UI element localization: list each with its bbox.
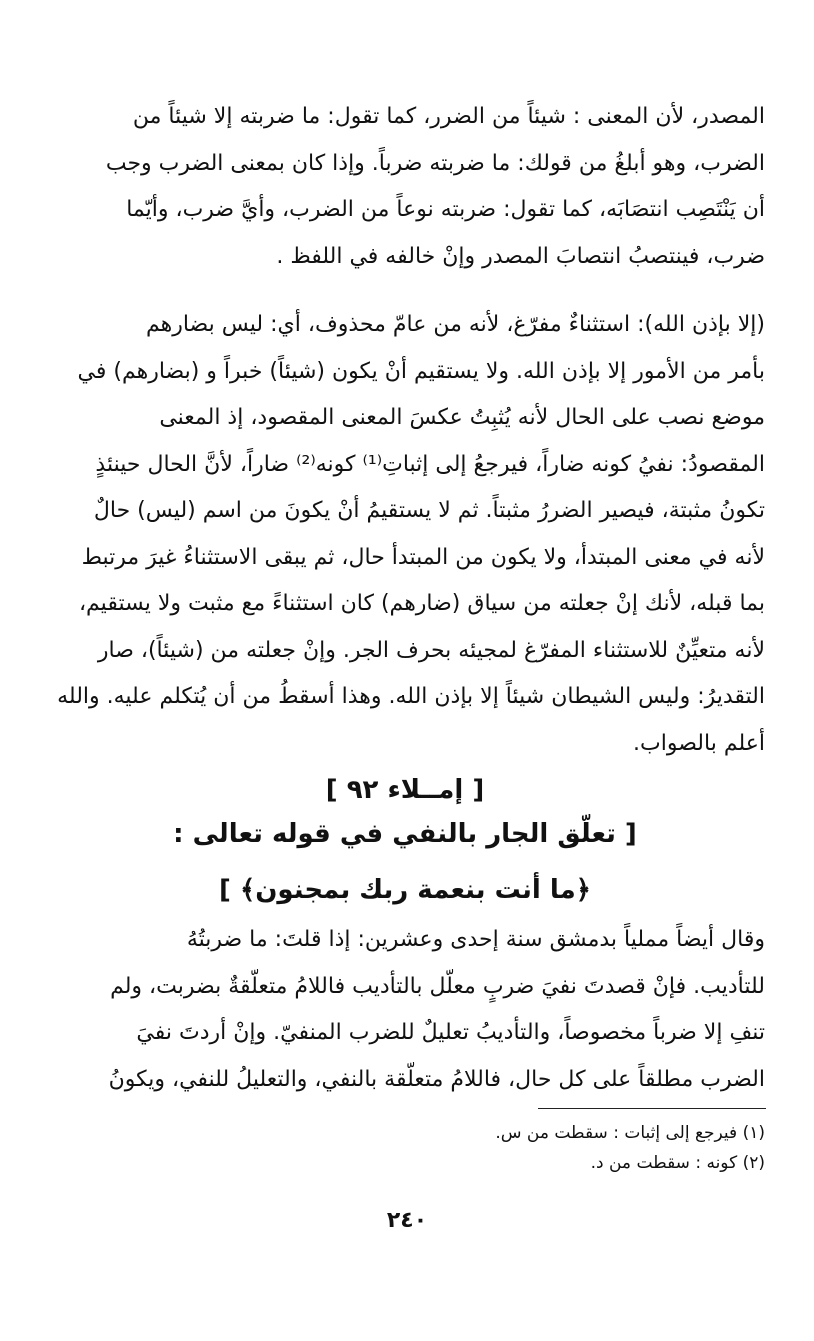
page-number: ٢٤٠ (386, 1208, 428, 1233)
topic-heading: [ تعلّق الجار بالنفي في قوله تعالى : (173, 819, 637, 849)
text-line: ضرب، فينتصبُ انتصابَ المصدر وإنْ خالفه في اللفظ . (276, 243, 765, 269)
text-line: للتأديب. فإنْ قصدتَ نفيَ ضربٍ معلّل بالتأديب فاللامُ متعلّقةٌ بضربت، ولم (110, 973, 765, 999)
paragraph-3 (45, 917, 765, 1103)
text-line: أعلم بالصواب. (633, 730, 765, 756)
text-line: لأنه في معنى المبتدأ، ولا يكون من المبتدأ حال، ثم يبقى الاستثناءُ غيرَ مرتبط (81, 544, 765, 570)
text-line: بأمر من الأمور إلا بإذن الله. ولا يستقيم أنْ يكون (شيئاً) خبراً و (بضارهم) في (77, 358, 765, 384)
text-line: الضرب، وهو أبلغُ من قولك: ما ضربته ضرباً. وإذا كان بمعنى الضرب وجب (105, 150, 765, 176)
text-line: تكونُ مثبتة، فيصير الضررُ مثبتاً. ثم لا يستقيمُ أنْ يكونَ من اسم (ليس) حالٌ (93, 498, 765, 523)
verse-heading: ﴿ما أنت بنعمة ربك بمجنون﴾ ] (219, 875, 591, 905)
text-line: المصدر، لأن المعنى : شيئاً من الضرر، كما تقول: ما ضربته إلا شيئاً من (132, 104, 765, 129)
text-line: المقصودُ: نفيُ كونه ضاراً، فيرجعُ إلى إثباتِ⁽¹⁾ كونه⁽²⁾ ضاراً، لأنَّ الحال حينئذٍ (95, 451, 765, 477)
text-line: الضرب مطلقاً على كل حال، فاللامُ متعلّقة بالنفي، والتعليلُ للنفي، ويكونُ (108, 1066, 765, 1092)
footnotes (45, 1118, 765, 1178)
text-line: بما قبله، لأنك إنْ جعلته من سياق (ضارهم) كان استثناءً مع مثبت ولا يستقيم، (78, 591, 765, 616)
footnote-2: (٢) كونه : سقطت من د. (590, 1153, 765, 1173)
paragraph-1 (45, 94, 765, 280)
text-line: وقال أيضاً مملياً بدمشق سنة إحدى وعشرين: إذا قلتَ: ما ضربتُهُ (186, 927, 765, 952)
text-line: التقديرُ: وليس الشيطان شيئاً إلا بإذن الله. وهذا أسقطُ من أن يُتكلم عليه. والله (57, 684, 765, 709)
text-line: أن يَنْتَصِب انتصَابَه، كما تقول: ضربته نوعاً من الضرب، وأيَّ ضرب، وأيّما (126, 197, 765, 222)
footnote-1: (١) فيرجع إلى إثبات : سقطت من س. (495, 1123, 765, 1143)
text-line: (إلا بإذن الله): استثناءٌ مفرّغ، لأنه من عامّ محذوف، أي: ليس بضارهم (145, 312, 765, 337)
imla-heading: [ إمــلاء ٩٢ ] (325, 775, 485, 805)
footnote-divider (538, 1108, 766, 1109)
text-line: تنفِ إلا ضرباً مخصوصاً، والتأديبُ تعليلٌ للضرب المنفيّ. وإنْ أردتَ نفيَ (136, 1020, 765, 1045)
text-line: لأنه متعيِّنٌ للاستثناء المفرّغ لمجيئه بحرف الجر. وإنْ جعلته من (شيئاً)، صار (97, 637, 765, 663)
text-line: موضع نصب على الحال لأنه يُثبِتُ عكسَ المعنى المقصود، إذ المعنى (159, 405, 765, 430)
paragraph-2 (45, 302, 765, 767)
